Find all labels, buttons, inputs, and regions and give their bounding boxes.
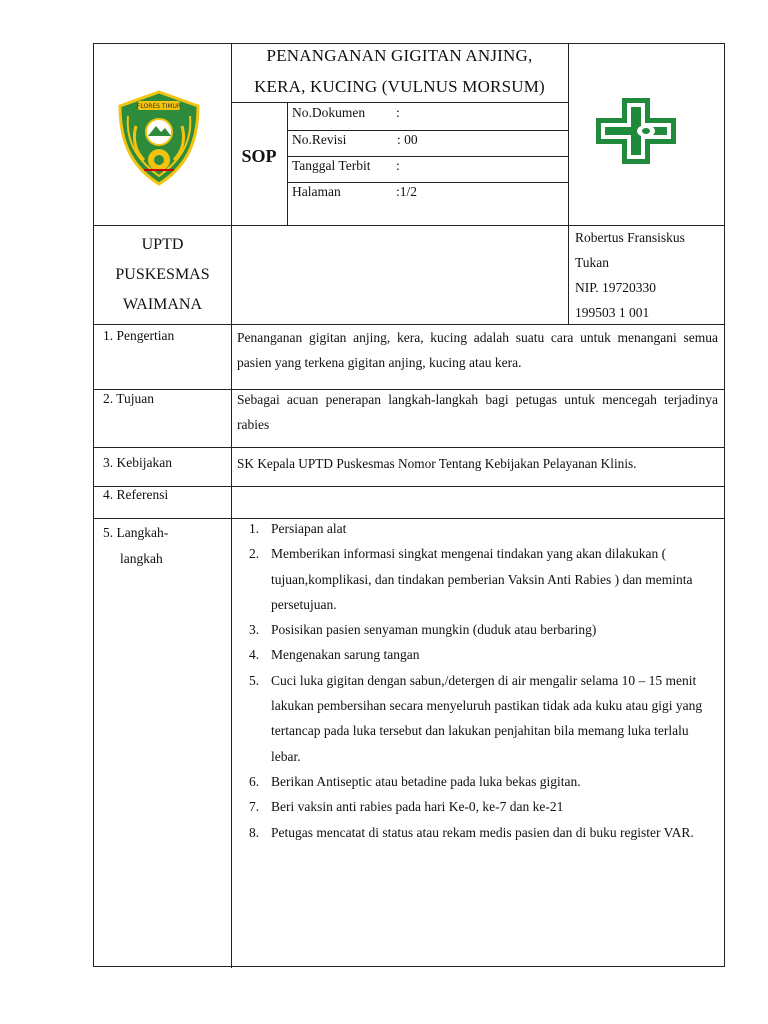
step-item: 6. Berikan Antiseptic atau betadine pada luka bekas gigitan. xyxy=(249,773,581,789)
title-divider xyxy=(231,102,568,103)
logo-banner-text: FLORES TIMUR xyxy=(136,103,182,110)
row-divider xyxy=(94,486,725,487)
sop-label: SOP xyxy=(241,146,277,166)
step-item: 3. Posisikan pasien senyaman mungkin (duduk atau berbaring) xyxy=(249,622,597,638)
signer-nip-2: 199503 1 001 xyxy=(575,305,650,320)
meta-doc-number-label: No.Dokumen xyxy=(292,105,366,120)
title-line-1: PENANGANAN GIGITAN ANJING, xyxy=(266,46,533,65)
title-line-2: KERA, KUCING (VULNUS MORSUM) xyxy=(254,77,545,96)
meta-revision-label: No.Revisi xyxy=(292,132,347,147)
signer-name: Robertus Fransiskus xyxy=(575,230,685,245)
step-item: 1. Persiapan alat xyxy=(249,521,347,536)
step-item: 7. Beri vaksin anti rabies pada hari Ke-0, ke-7 dan ke-21 xyxy=(249,799,564,815)
meta-doc-number-value: : xyxy=(396,105,400,120)
section-label-langkah-line2: langkah xyxy=(120,551,163,566)
column-divider xyxy=(231,44,232,968)
org-line-2: PUSKESMAS xyxy=(115,266,210,283)
section-label-langkah-line1: 5. Langkah- xyxy=(103,525,169,540)
section-content-kebijakan: SK Kepala UPTD Puskesmas Nomor Tentang Kebijakan Pelayanan Klinis. xyxy=(237,456,637,471)
org-name xyxy=(94,230,231,320)
meta-issue-date-label: Tanggal Terbit xyxy=(292,158,371,173)
sop-document xyxy=(93,43,725,967)
signer-nip: NIP. 19720330 xyxy=(575,280,657,295)
section-label-kebijakan: 3. Kebijakan xyxy=(103,455,172,470)
step-item: 5. Cuci luka gigitan dengan sabun,/detergen di air mengalir selama 10 – 15 menit lakukan pembersihan secara menyeluruh pastikan tidak ada kuku atau gigi yang tertancap pada luka tersebut dan lakukan penjahitan bila memang luka terlalu lebar. xyxy=(249,672,703,764)
meta-page-value: :1/2 xyxy=(396,184,418,199)
steps-list-container xyxy=(237,516,719,845)
section-content-pengertian: Penanganan gigitan anjing, kera, kucing adalah suatu cara untuk menangani semua pasien yang terkena gigitan anjing, kucing atau kera. xyxy=(237,330,718,370)
section-label-pengertian: 1. Pengertian xyxy=(103,328,175,343)
row-divider xyxy=(94,447,725,448)
meta-divider xyxy=(287,156,568,157)
section-label-tujuan: 2. Tujuan xyxy=(103,391,155,406)
meta-page-label: Halaman xyxy=(292,184,341,199)
meta-issue-date-value: : xyxy=(396,158,400,173)
regency-logo xyxy=(114,88,204,188)
sop-divider xyxy=(287,102,288,225)
document-title xyxy=(231,40,568,102)
org-line-3: WAIMANA xyxy=(122,296,203,313)
column-divider-right xyxy=(568,44,569,324)
step-item: 8. Petugas mencatat di status atau rekam medis pasien dan di buku register VAR. xyxy=(249,824,694,840)
steps-list xyxy=(237,516,719,845)
step-item: 4. Mengenakan sarung tangan xyxy=(249,647,420,663)
section-content-tujuan: Sebagai acuan penerapan langkah-langkah bagi petugas untuk mencegah terjadinya rabies xyxy=(237,392,718,432)
section-label-langkah xyxy=(103,520,168,572)
puskesmas-cross-logo xyxy=(594,96,678,166)
meta-revision-value: : 00 xyxy=(397,132,418,147)
section-label-referensi: 4. Referensi xyxy=(103,487,169,502)
signer-block xyxy=(575,225,723,325)
signer-name-2: Tukan xyxy=(575,255,610,270)
meta-divider xyxy=(287,182,568,183)
step-item: 2. Memberikan informasi singkat mengenai tindakan yang akan dilakukan ( tujuan,komplikasi, dan tindakan pemberian Vaksin Anti Rabies ) dan meminta persetujuan. xyxy=(249,546,693,612)
meta-divider xyxy=(287,130,568,131)
org-line-1: UPTD xyxy=(141,236,184,253)
